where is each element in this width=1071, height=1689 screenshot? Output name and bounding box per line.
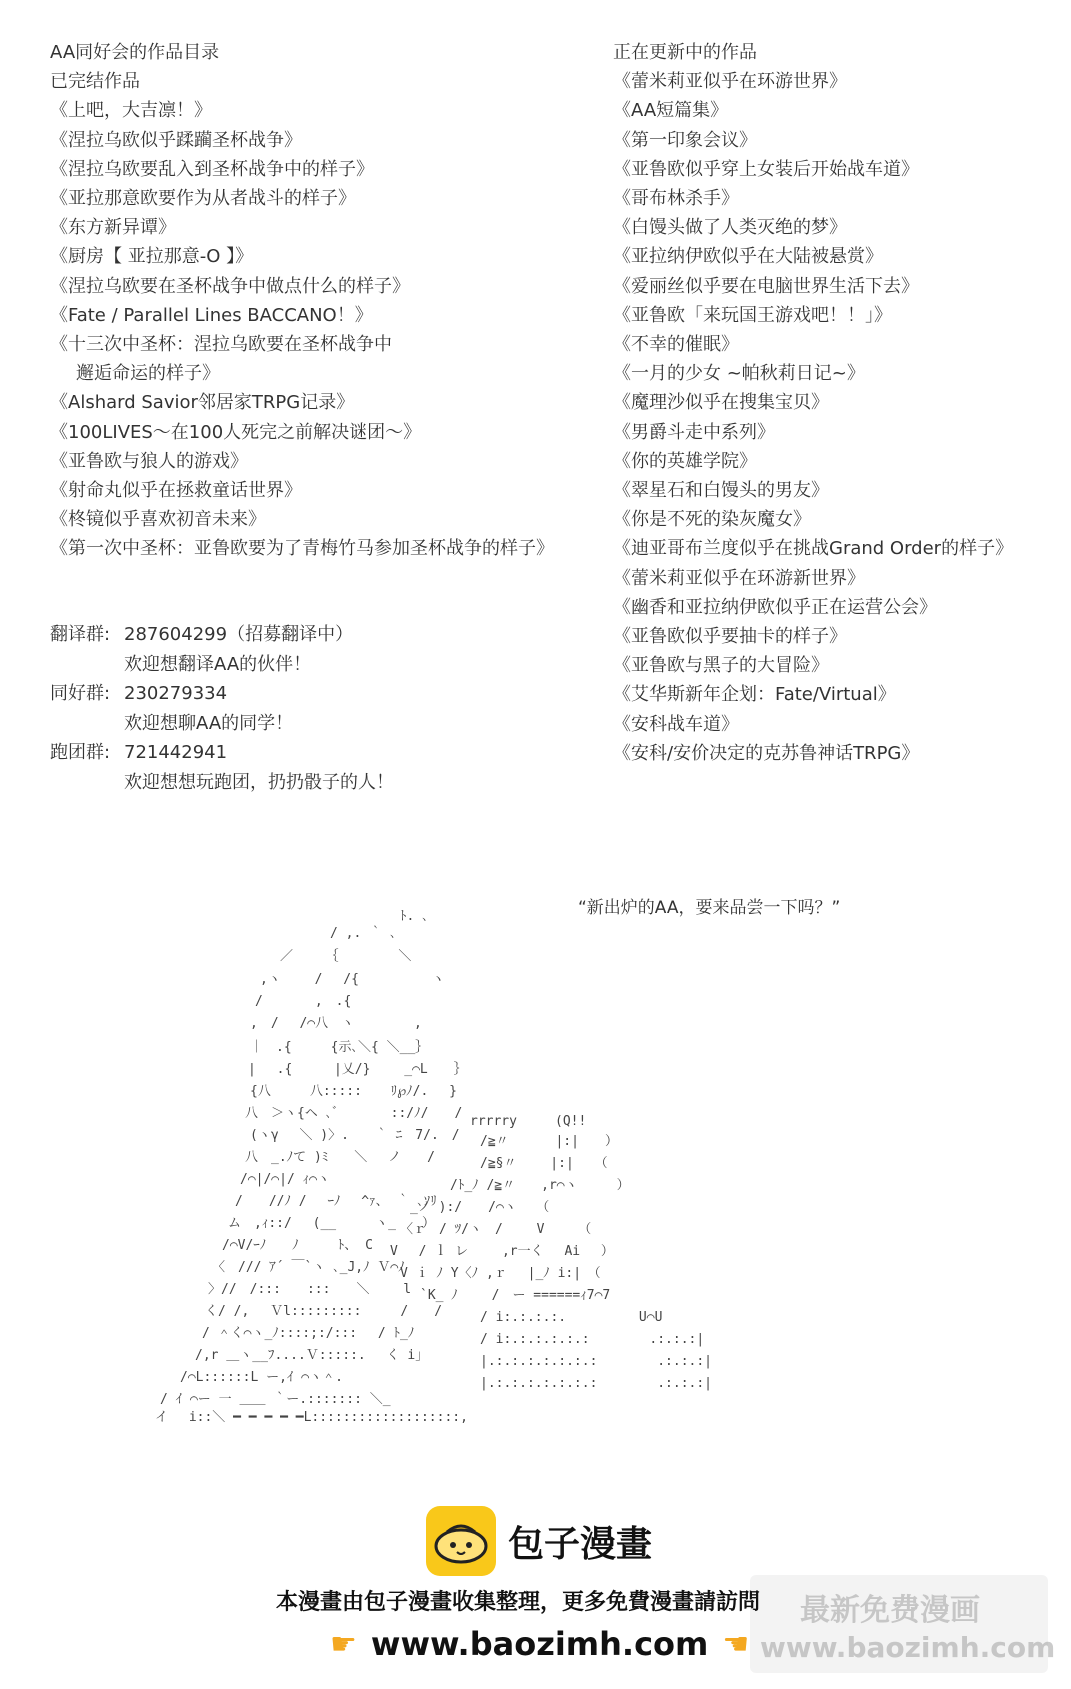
group-number: 287604299（招募翻译中） [124,624,354,645]
ongoing-item: 《第一印象会议》 [613,129,757,151]
ongoing-item: 《安科战车道》 [613,713,739,735]
svg-text:`K_ ﾉ / ー ======ｨ7⌒7: `K_ ﾉ / ー ======ｨ7⌒7 [420,1288,611,1303]
ongoing-heading: 正在更新中的作品 [613,42,757,63]
ongoing-item: 《魔理沙似乎在搜集宝贝》 [613,392,829,414]
catalog-heading: AA同好会的作品目录 [50,42,220,63]
ongoing-item: 《蕾米莉亚似乎在环游新世界》 [613,567,865,589]
bun-logo-icon [426,1506,496,1576]
drink-label: (Q!! [555,1114,587,1129]
svg-text:/ //ﾉ / ｰﾉ ^ｧ、 ｀ ､ｿﾘ: / //ﾉ / ｰﾉ ^ｧ、 ｀ ､ｿﾘ [235,1194,437,1209]
left-column [50,38,580,564]
group-row [50,679,394,709]
footer-url[interactable]: www.baozimh.com [370,1625,709,1663]
completed-heading: 已完结作品 [50,71,140,93]
svg-text:(ヽγ ＼ )〉. ｀ ﾆ 7/. /: (ヽγ ＼ )〉. ｀ ﾆ 7/. / [250,1128,460,1143]
group-number: 230279334 [124,683,228,704]
ascii-art-illustration [150,905,770,1425]
group-note: 欢迎想聊AA的同学！ [124,712,294,734]
completed-item: 《柊镜似乎喜欢初音未来》 [50,509,266,531]
ongoing-item: 《不幸的催眠》 [613,334,739,356]
group-info [50,620,394,797]
completed-item: 《东方新异谭》 [50,217,176,239]
svg-text:,ヽ / /{ ヽ: ,ヽ / /{ ヽ [260,972,445,987]
footer-url-row[interactable] [330,1625,749,1663]
svg-text:/ﾄ_ﾉ /≧〃 ,r⌒ヽ ）: /ﾄ_ﾉ /≧〃 ,r⌒ヽ ） [450,1178,630,1193]
svg-text:/,r ＿ヽ__ﾌ....Ｖ:::::. く i」: /,r ＿ヽ__ﾌ....Ｖ:::::. く i」 [195,1348,429,1363]
svg-text:| .{ |乂/} _⌒L ｝: | .{ |乂/} _⌒L ｝ [248,1062,467,1077]
ongoing-item: 《你的英雄学院》 [613,450,757,472]
svg-text:ム ,ｨ::/ (__ ヽ_ ）: ム ,ｨ::/ (__ ヽ_ ） [228,1216,435,1231]
completed-item: 《第一次中圣杯：亚鲁欧要为了青梅竹马参加圣杯战争的样子》 [50,538,554,560]
watermark [750,1575,1056,1673]
ongoing-item: 《AA短篇集》 [613,100,729,122]
svg-text:く/ /, Ｖl::::::::: / /: く/ /, Ｖl::::::::: / / [205,1304,443,1319]
svg-text:/≧§〃 |:| （: /≧§〃 |:| （ [480,1156,608,1171]
svg-text:イ i::＼ ━ ━ ━ ━ ━L::::::::::::: イ i::＼ ━ ━ ━ ━ ━L:::::::::::::::::::, [155,1410,468,1425]
svg-text:/ ｲ ⌒ー 一 ＿＿ ｀ー.::::::: ＼_: / ｲ ⌒ー 一 ＿＿ ｀ー.::::::: ＼_ [160,1392,391,1407]
group-number: 721442941 [124,742,228,763]
svg-text:/ ＾く⌒ヽ_ﾉ::::;:/::: / ﾄ_ﾉ: / ＾く⌒ヽ_ﾉ::::;:/::: / ﾄ_ﾉ [202,1326,415,1341]
completed-item: 《射命丸似乎在拯救童话世界》 [50,480,302,502]
svg-text:〈ｒ / ﾂ/ヽ / V （: 〈ｒ / ﾂ/ヽ / V （ [400,1222,592,1237]
completed-item: 《涅拉乌欧似乎蹂躏圣杯战争》 [50,129,302,151]
svg-text:V ｉ ﾉ Y〈ﾉ ,ｒ |_ﾉ i:| （: V ｉ ﾉ Y〈ﾉ ,ｒ |_ﾉ i:| （ [400,1266,601,1281]
completed-item: 《亚鲁欧与狼人的游戏》 [50,450,248,472]
completed-item: 《Fate / Parallel Lines BACCANO！》 [50,304,373,326]
svg-text:/ , .{: / , .{ [255,994,352,1009]
ongoing-item: 《亚鲁欧似乎穿上女装后开始战车道》 [613,158,919,180]
svg-text:_ノ ):/ /⌒ヽ （: _ノ ):/ /⌒ヽ （ [410,1200,550,1215]
ongoing-item: 《安科/安价决定的克苏鲁神话TRPG》 [613,742,920,764]
brand-logo[interactable] [426,1506,652,1576]
svg-text:|.:.:.:.:.:.:.: .:.:.:|: |.:.:.:.:.:.:.: .:.:.:| [480,1376,713,1391]
completed-item: 《涅拉乌欧要乱入到圣杯战争中的样子》 [50,158,374,180]
ongoing-item: 《迪亚哥布兰度似乎在挑战Grand Order的样子》 [613,538,1014,560]
completed-item: 《厨房【 亚拉那意-O 】》 [50,246,254,268]
brand-name: 包子漫畫 [508,1523,653,1565]
group-label: 翻译群: [50,624,111,645]
watermark-text: 最新免费漫画 [800,1593,980,1628]
svg-text:, / /⌒八 ヽ ,: , / /⌒八 ヽ , [250,1016,422,1031]
group-note: 欢迎想想玩跑团，扔扔骰子的人！ [124,771,394,793]
svg-text:八 ＞ヽ{ヘ ､ﾞ ::/ﾉ/ /: 八 ＞ヽ{ヘ ､ﾞ ::/ﾉ/ / [245,1106,463,1121]
group-note: 欢迎想翻译AA的伙伴！ [124,653,312,675]
right-column [613,38,1063,768]
svg-text:/⌒L::::::L ー,ｲ ⌒ヽ＾.: /⌒L::::::L ー,ｲ ⌒ヽ＾. [180,1370,343,1385]
ascii-art-drinks-icon [390,1114,712,1391]
svg-text:{八 八::::: ﾘ℘ﾉ/. }: {八 八::::: ﾘ℘ﾉ/. } [250,1084,457,1099]
group-label: 跑团群: [50,742,111,763]
ongoing-item: 《翠星石和白馒头的男友》 [613,480,829,502]
svg-text:/⌒V/ｰﾉ ﾉ ﾄ、 C: /⌒V/ｰﾉ ﾉ ﾄ、 C [222,1238,373,1253]
group-row [50,620,394,650]
svg-text:／ ｛ ＼: ／ ｛ ＼ [280,949,412,964]
pointing-right-hand-icon: ☛ [330,1626,357,1662]
completed-item: 《100LIVES～在100人死完之前解决谜团～》 [50,421,422,443]
ongoing-item: 《一月的少女 ~帕秋莉日记~》 [613,363,865,385]
group-note-row [50,650,394,680]
ongoing-item: 《你是不死的染灰魔女》 [613,509,811,531]
svg-text:八 _.ﾉて )ﾐ ＼ ノ /: 八 _.ﾉて )ﾐ ＼ ノ / [245,1150,435,1165]
group-note-row [50,768,394,798]
completed-item-continued: 邂逅命运的样子》 [76,363,220,385]
svg-text:/ i:.:.:.:. U⌒U: / i:.:.:.:. U⌒U [480,1310,663,1325]
speech-quote: “新出炉的AA，要来品尝一下吗？” [578,898,841,918]
svg-text:ﾄ. ､: ﾄ. ､ [400,909,429,924]
svg-text:V / ｌ レ ,r一く Ai ）: V / ｌ レ ,r一く Ai ） [390,1244,614,1259]
group-label: 同好群: [50,683,111,704]
svg-text:〉// /::: ::: ＼ l: 〉// /::: ::: ＼ l [208,1282,412,1297]
svg-text:〈 /// ｱ´ ￣`ヽ ､_J,ﾉ Ｖ⌒ﾉ: 〈 /// ｱ´ ￣`ヽ ､_J,ﾉ Ｖ⌒ﾉ [212,1260,405,1275]
group-row [50,738,394,768]
pointing-left-hand-icon: ☚ [722,1626,750,1662]
completed-item: 《上吧，大吉凛！》 [50,100,212,122]
svg-text:/ i:.:.:.:.:.: .:.:.:|: / i:.:.:.:.:.: .:.:.:| [480,1332,705,1347]
completed-item: 《十三次中圣杯：涅拉乌欧要在圣杯战争中 [50,334,392,356]
group-note-row [50,709,394,739]
ongoing-item: 《哥布林杀手》 [613,188,739,210]
ongoing-item: 《白馒头做了人类灭绝的梦》 [613,217,847,239]
ongoing-item: 《亚鲁欧似乎要抽卡的样子》 [613,626,847,648]
ongoing-item: 《男爵斗走中系列》 [613,421,775,443]
ongoing-item: 《亚鲁欧与黑子的大冒险》 [613,655,829,677]
svg-text:/⌒|/⌒|/ ｨ⌒ヽ: /⌒|/⌒|/ ｨ⌒ヽ [240,1172,330,1187]
svg-text:/≧〃 |:| ）: /≧〃 |:| ） [480,1134,618,1149]
svg-text:/ ,. ｀ ､: / ,. ｀ ､ [330,926,397,941]
footer-note: 本漫畫由包子漫畫收集整理，更多免費漫畫請訪問 [276,1590,761,1615]
ongoing-item: 《亚拉纳伊欧似乎在大陆被悬赏》 [613,246,883,268]
ongoing-item: 《亚鲁欧「来玩国王游戏吧！！」》 [613,304,892,326]
ongoing-item: 《爱丽丝似乎要在电脑世界生活下去》 [613,275,919,297]
completed-item: 《涅拉乌欧要在圣杯战争中做点什么的样子》 [50,275,410,297]
completed-item: 《Alshard Savior邻居家TRPG记录》 [50,392,355,414]
ascii-art-girl-icon [155,909,468,1425]
svg-text:|.:.:.:.:.:.:.: .:.:.:|: |.:.:.:.:.:.:.: .:.:.:| [480,1354,713,1369]
ongoing-item: 《蕾米莉亚似乎在环游世界》 [613,71,847,93]
svg-text:｜ .{ {示､＼{ ＼__｝: ｜ .{ {示､＼{ ＼__｝ [250,1040,429,1055]
ongoing-item: 《幽香和亚拉纳伊欧似乎正在运营公会》 [613,596,937,618]
completed-item: 《亚拉那意欧要作为从者战斗的样子》 [50,188,356,210]
watermark-url: www.baozimh.com [760,1631,1056,1664]
ongoing-item: 《艾华斯新年企划：Fate/Virtual》 [613,684,896,706]
bun-face-icon [433,1518,489,1564]
drink-label: rrrrry [470,1114,517,1129]
